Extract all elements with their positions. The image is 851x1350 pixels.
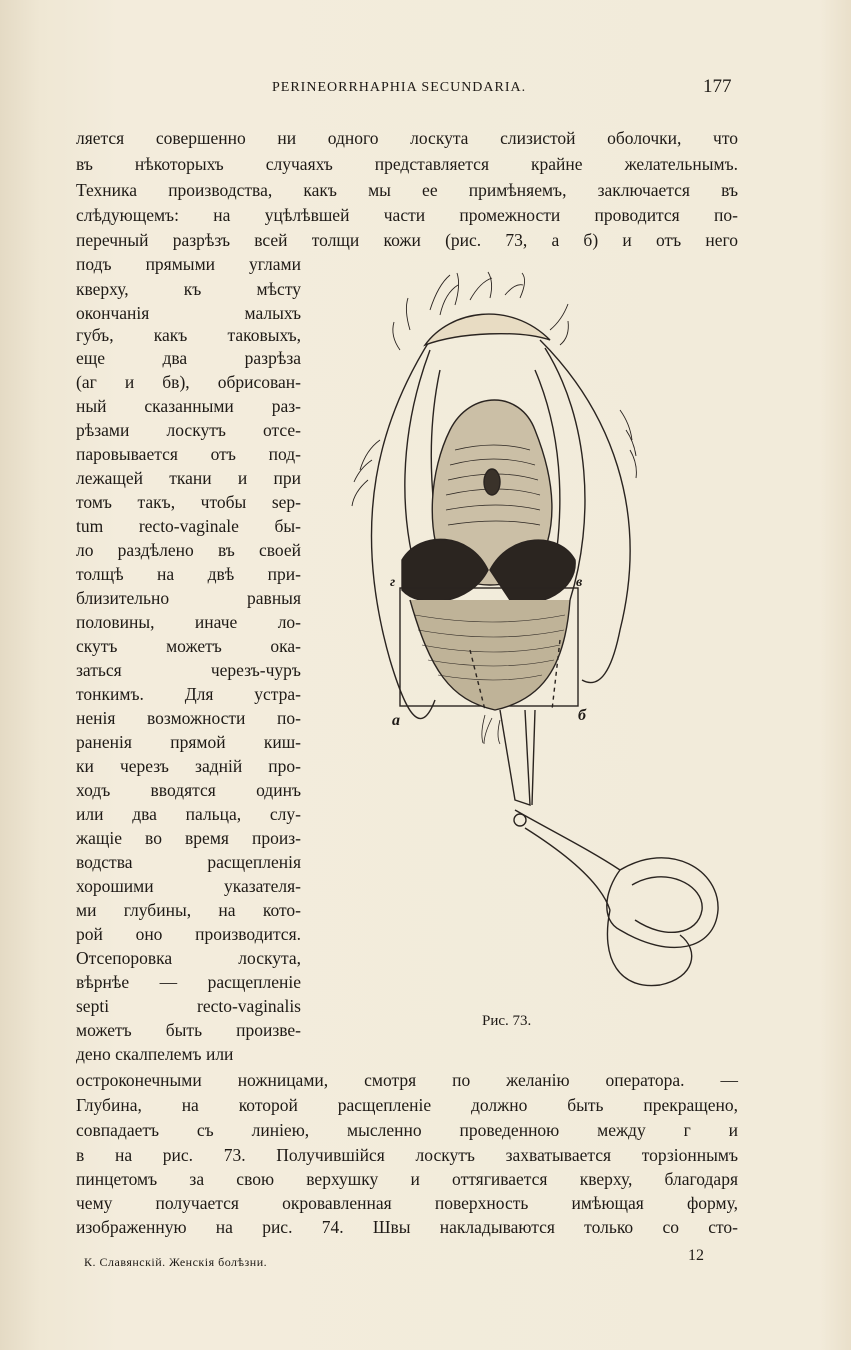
text-line: чему получается окровавленная поверхность имѣющая форму, xyxy=(76,1193,738,1213)
text-line: остроконечными ножницами, смотря по желанію оператора. — xyxy=(76,1070,738,1090)
wrapped-text-line: заться черезъ-чуръ xyxy=(76,660,301,680)
wrapped-text-line: или два пальца, слу- xyxy=(76,804,301,824)
text-line: Техника производства, какъ мы ее примѣняемъ, заключается въ xyxy=(76,180,738,200)
wrapped-text-line: дено скалпелемъ или xyxy=(76,1044,234,1064)
text-line: Глубина, на которой расщепленіе должно быть прекращено, xyxy=(76,1095,738,1115)
scissors-blade xyxy=(500,710,530,805)
text-line: изображенную на рис. 74. Швы накладываются только со сто- xyxy=(76,1217,738,1237)
wrapped-text-line: ки черезъ задній про- xyxy=(76,756,301,776)
wrapped-text-line: Отсепоровка лоскута, xyxy=(76,948,301,968)
wrapped-text-line: septi recto-vaginalis xyxy=(76,996,301,1016)
wrapped-text-line: окончанія малыхъ xyxy=(76,303,301,323)
wrapped-text-line: ло раздѣлено въ своей xyxy=(76,540,301,560)
wrapped-text-line: губъ, какъ таковыхъ, xyxy=(76,325,301,345)
figure-label-b: б xyxy=(578,707,586,724)
outer-contour xyxy=(371,340,435,719)
wrapped-text-line: кверху, къ мѣсту xyxy=(76,279,301,299)
wrapped-text-line: подъ прямыми углами xyxy=(76,254,301,274)
signature-mark: 12 xyxy=(688,1247,704,1264)
wrapped-text-line: жащіе во время произ- xyxy=(76,828,301,848)
wrapped-text-line: рой оно производится. xyxy=(76,924,301,944)
wrapped-text-line: половины, иначе ло- xyxy=(76,612,301,632)
wrapped-text-line: ненія возможности по- xyxy=(76,708,301,728)
running-head: PERINEORRHAPHIA SECUNDARIA. xyxy=(272,80,527,95)
text-line: ляется совершенно ни одного лоскута слизистой оболочки, что xyxy=(76,128,738,148)
wrapped-text-line: еще два разрѣза xyxy=(76,348,301,368)
wrapped-text-line: можетъ быть произве- xyxy=(76,1020,301,1040)
wrapped-text-line: близительно равныя xyxy=(76,588,301,608)
wrapped-text-line: паровывается отъ под- xyxy=(76,444,301,464)
text-line: въ нѣкоторыхъ случаяхъ представляется крайне желательнымъ. xyxy=(76,154,738,174)
figure-label-a: а xyxy=(392,712,400,729)
wrapped-text-line: лежащей ткани и при xyxy=(76,468,301,488)
figure-caption: Рис. 73. xyxy=(482,1013,532,1029)
wrapped-text-line: томъ такъ, чтобы sep- xyxy=(76,492,301,512)
wrapped-text-line: ми глубины, на кото- xyxy=(76,900,301,920)
wrapped-text-line: скутъ можетъ ока- xyxy=(76,636,301,656)
text-line: слѣдующемъ: на уцѣлѣвшей части промежности проводится по- xyxy=(76,205,738,225)
text-line: пинцетомъ за свою верхушку и оттягивается кверху, благодаря xyxy=(76,1169,738,1189)
anatomical-illustration xyxy=(320,270,740,990)
wrapped-text-line: ный сказанными раз- xyxy=(76,396,301,416)
figure-label-v: в xyxy=(576,575,583,590)
wrapped-text-line: водства расщепленія xyxy=(76,852,301,872)
wrapped-text-line: tum recto-vaginale бы- xyxy=(76,516,301,536)
wrapped-text-line: хорошими указателя- xyxy=(76,876,301,896)
wrapped-text-line: рѣзами лоскутъ отсе- xyxy=(76,420,301,440)
wrapped-text-line: (аг и бв), обрисован- xyxy=(76,372,301,392)
wrapped-text-line: толщѣ на двѣ при- xyxy=(76,564,301,584)
wrapped-text-line: вѣрнѣе — расщепленіе xyxy=(76,972,301,992)
text-line: перечный разрѣзъ всей толщи кожи (рис. 73, а б) и отъ него xyxy=(76,230,738,250)
wrapped-text-line: тонкимъ. Для устра- xyxy=(76,684,301,704)
text-line: в на рис. 73. Получившійся лоскутъ захватывается торзіоннымъ xyxy=(76,1145,738,1165)
footer-signature: К. Славянскій. Женскія болѣзни. xyxy=(84,1255,268,1269)
wrapped-text-line: раненія прямой киш- xyxy=(76,732,301,752)
text-line: совпадаетъ съ линіею, мысленно проведенною между г и xyxy=(76,1120,738,1140)
wrapped-text-line: ходъ вводятся одинъ xyxy=(76,780,301,800)
figure-label-g: г xyxy=(390,575,396,590)
page-number: 177 xyxy=(703,76,732,97)
